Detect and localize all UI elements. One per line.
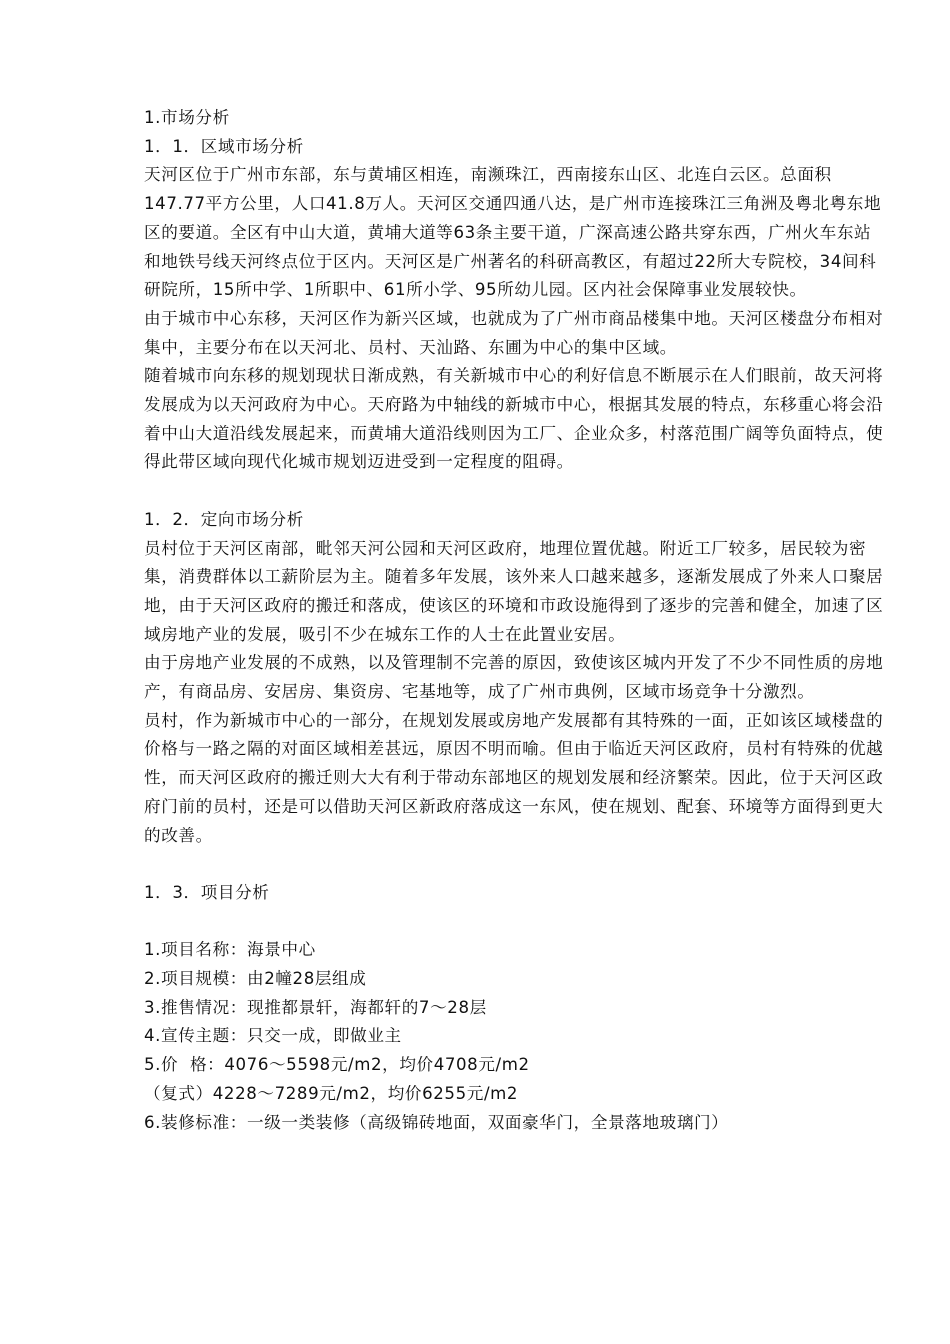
heading-targeted-market-analysis: 1．2．定向市场分析 [144, 509, 304, 529]
heading-regional-market-analysis: 1．1．区域市场分析 [144, 136, 304, 156]
list-item-sales-status: 3.推售情况：现推都景轩，海都轩的7～28层 [144, 997, 487, 1017]
paragraph-new-city-center: 随着城市向东移的规划现状日渐成熟，有关新城市中心的利好信息不断展示在人们眼前，故天河将发展成为以天河政府为中心。天府路为中轴线的新城市中心，根据其发展的特点，东移重心将会沿着中山大道沿线发展起来，而黄埔大道沿线则因为工厂、企业众多，村落范围广阔等负面特点，使得此带区域向现代化城市规划迈进受到一定程度的阻碍。 [144, 366, 884, 472]
document-body [144, 104, 884, 1137]
blank-line [144, 908, 884, 937]
blank-line [144, 477, 884, 506]
list-item-promo-theme: 4.宣传主题：只交一成，即做业主 [144, 1026, 402, 1046]
list-item-price: 5.价 格：4076～5598元/m2，均价4708元/m2 [144, 1055, 530, 1075]
paragraph-tianhe-overview: 天河区位于广州市东部，东与黄埔区相连，南濒珠江，西南接东山区、北连白云区。总面积147.77平方公里，人口41.8万人。天河区交通四通八达，是广州市连接珠江三角洲及粤北粤东地区的要道。全区有中山大道，黄埔大道等63条主要干道，广深高速公路共穿东西，广州火车东站和地铁号线天河终点位于区内。天河区是广州著名的科研高教区，有超过22所大专院校，34间科研院所，15所中学、1所职中、61所小学、95所幼儿园。区内社会保障事业发展较快。 [144, 165, 882, 300]
list-item-project-name: 1.项目名称：海景中心 [144, 940, 316, 960]
list-item-project-scale: 2.项目规模：由2幢28层组成 [144, 969, 367, 989]
blank-line [144, 850, 884, 879]
paragraph-yuancun-advantage: 员村，作为新城市中心的一部分，在规划发展或房地产发展都有其特殊的一面，正如该区域楼盘的价格与一路之隔的对面区域相差甚远，原因不明而喻。但由于临近天河区政府，员村有特殊的优越性，而天河区政府的搬迁则大大有利于带动东部地区的规划发展和经济繁荣。因此，位于天河区政府门前的员村，还是可以借助天河区新政府落成这一东风，使在规划、配套、环境等方面得到更大的改善。 [144, 710, 884, 845]
paragraph-real-estate-competition: 由于房地产业发展的不成熟，以及管理制不完善的原因，致使该区城内开发了不少不同性质的房地产，有商品房、安居房、集资房、宅基地等，成了广州市典例，区域市场竞争十分激烈。 [144, 653, 884, 702]
list-item-decoration-standard: 6.装修标准：一级一类装修（高级锦砖地面，双面豪华门，全景落地玻璃门） [144, 1112, 729, 1132]
heading-project-analysis: 1．3．项目分析 [144, 882, 270, 902]
heading-market-analysis: 1.市场分析 [144, 108, 230, 127]
list-item-duplex-price: （复式）4228～7289元/m2，均价6255元/m2 [144, 1083, 519, 1103]
paragraph-yuancun-location: 员村位于天河区南部，毗邻天河公园和天河区政府，地理位置优越。附近工厂较多，居民较为密集，消费群体以工薪阶层为主。随着多年发展，该外来人口越来越多，逐渐发展成了外来人口聚居地，由于天河区政府的搬迁和落成，使该区的环境和市政设施得到了逐步的完善和健全，加速了区域房地产业的发展，吸引不少在城东工作的人士在此置业安居。 [144, 538, 884, 644]
paragraph-city-center-shift: 由于城市中心东移，天河区作为新兴区域，也就成为了广州市商品楼集中地。天河区楼盘分布相对集中，主要分布在以天河北、员村、天汕路、东圃为中心的集中区域。 [144, 308, 884, 357]
